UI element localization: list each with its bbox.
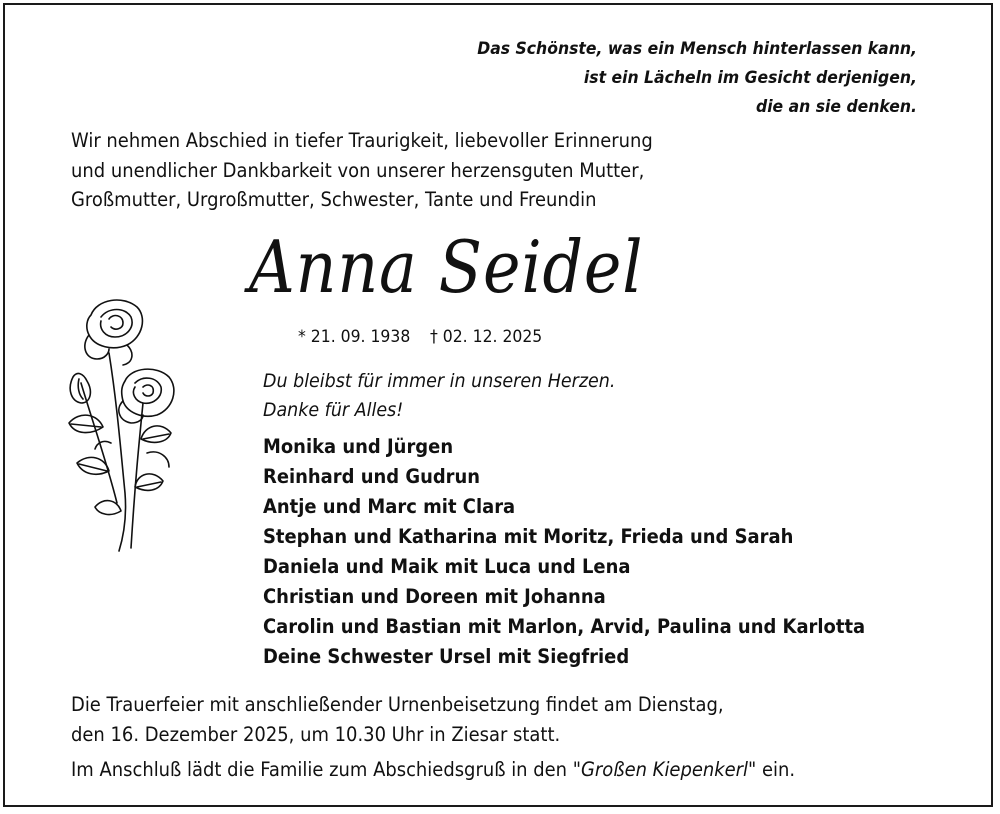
intro-line: Großmutter, Urgroßmutter, Schwester, Tante und Freundin: [71, 188, 597, 211]
quote-line: Das Schönste, was ein Mensch hinterlassen kann,: [477, 39, 917, 59]
farewell-line: Danke für Alles!: [263, 399, 404, 421]
mourners-list: [263, 432, 865, 672]
life-dates: [298, 327, 557, 347]
mourner-entry: Carolin und Bastian mit Marlon, Arvid, Paulina und Karlotta: [263, 615, 866, 638]
ceremony-info: [71, 690, 724, 749]
farewell-message: [263, 367, 615, 425]
quote-line: ist ein Lächeln im Gesicht derjenigen,: [583, 68, 917, 88]
afterward-suffix: " ein.: [748, 758, 796, 781]
mourner-entry: Reinhard und Gudrun: [263, 465, 481, 488]
afterward-prefix: Im Anschluß lädt die Familie zum Abschiedsgruß in den ": [71, 758, 582, 781]
intro-line: und unendlicher Dankbarkeit von unserer herzensguten Mutter,: [71, 158, 645, 182]
intro-line: Wir nehmen Abschied in tiefer Traurigkeit, liebevoller Erinnerung: [71, 129, 653, 152]
intro-text: [71, 126, 653, 215]
deceased-name: Anna Seidel: [249, 225, 644, 309]
mourner-entry: Christian und Doreen mit Johanna: [263, 585, 606, 608]
quote-line: die an sie denken.: [756, 97, 917, 117]
memorial-quote: [477, 35, 917, 122]
rose-illustration-icon: [51, 293, 191, 555]
mourner-entry: Antje und Marc mit Clara: [263, 495, 516, 518]
ceremony-line: Die Trauerfeier mit anschließender Urnenbeisetzung findet am Dienstag,: [71, 693, 724, 716]
mourner-entry: Daniela und Maik mit Luca und Lena: [263, 555, 631, 578]
birth-date: * 21. 09. 1938: [298, 327, 411, 347]
venue-name: Großen Kiepenkerl: [581, 758, 749, 781]
death-date: † 02. 12. 2025: [429, 327, 543, 347]
farewell-line: Du bleibst für immer in unseren Herzen.: [263, 370, 616, 392]
afterward-invitation: [71, 758, 795, 781]
mourner-entry: Stephan und Katharina mit Moritz, Frieda und Sarah: [263, 525, 794, 548]
ceremony-line: den 16. Dezember 2025, um 10.30 Uhr in Ziesar statt.: [71, 722, 561, 746]
mourner-entry: Monika und Jürgen: [263, 435, 454, 458]
mourner-entry: Deine Schwester Ursel mit Siegfried: [263, 645, 630, 668]
obituary-frame: [3, 3, 993, 807]
